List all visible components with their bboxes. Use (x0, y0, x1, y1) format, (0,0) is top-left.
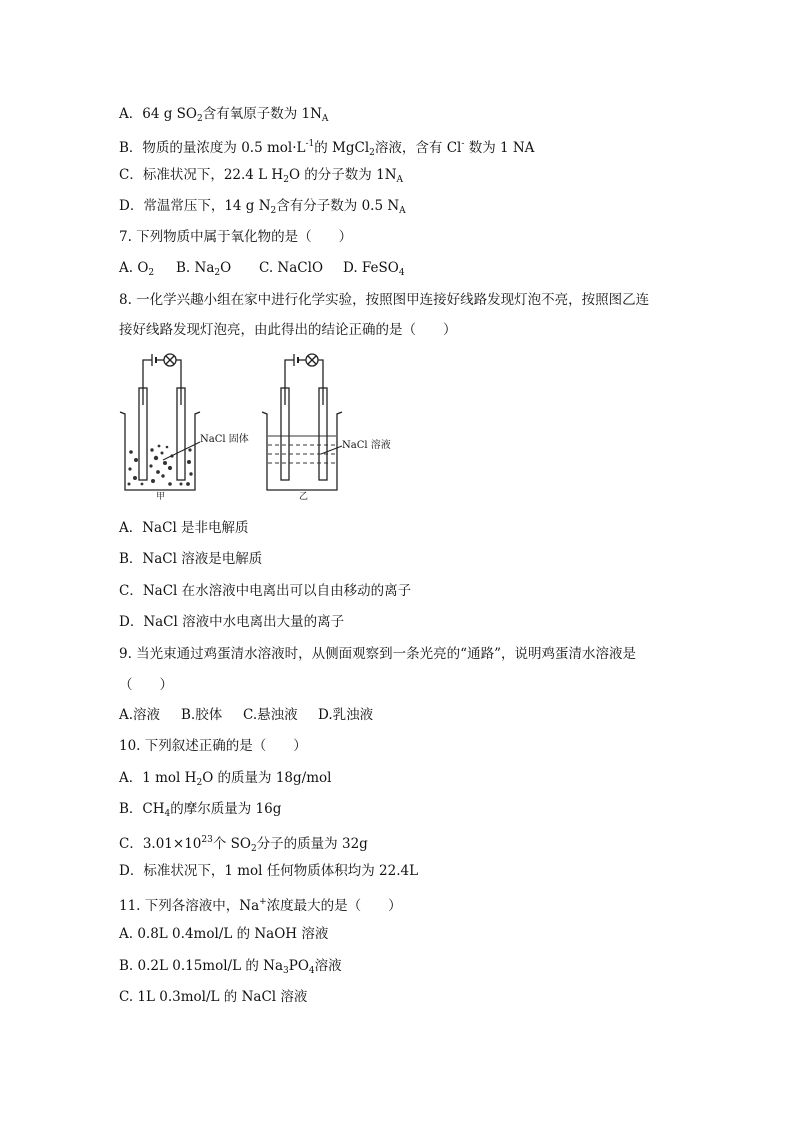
q6-option-c: C．标准状况下，22.4 L $H_2O$ 的分子数为 $1N_A$ (119, 167, 404, 185)
q7-options (119, 259, 405, 282)
q9-stem-line1: 9. 当光束通过鸡蛋清水溶液时，从侧面观察到一条光亮的“通路”，说明鸡蛋清水溶液是 (119, 646, 636, 662)
q10-option-b: B．$CH_4$的摩尔质量为 16g (119, 801, 282, 819)
q7-option-b: B. $Na_2O$ (176, 260, 232, 278)
q9-option-d: D.乳浊液 (318, 707, 374, 723)
q8-option-d: D．NaCl 溶液中水电离出大量的离子 (119, 614, 345, 630)
q10-option-d: D．标准状况下，1 mol 任何物质体积均为 22.4L (119, 863, 419, 879)
q10-stem: 10. 下列叙述正确的是（ ） (119, 738, 307, 754)
label-leader-right (321, 446, 342, 454)
nacl-solution-liquid (268, 436, 336, 463)
q10-option-c: C．$3.01\times 10^{23}$个 $SO_2$分子的质量为 32g (119, 835, 368, 854)
q6-option-a: A．64 g $SO_2$含有氧原子数为 $1N_A$ (119, 106, 329, 124)
q11-option-b: B. 0.2L 0.15mol/L 的 $Na_3PO_4$溶液 (119, 958, 342, 976)
q8-stem-line1: 8. 一化学兴趣小组在家中进行化学实验，按照图甲连接好线路发现灯泡不亮，按照图乙连 (119, 292, 650, 308)
q7-stem: 7. 下列物质中属于氧化物的是（ ） (119, 229, 353, 245)
q11-option-a: A. 0.8L 0.4mol/L 的 NaOH 溶液 (119, 926, 329, 942)
q8-option-b: B．NaCl 溶液是电解质 (119, 551, 263, 567)
electrolyte-experiment-diagram (118, 350, 418, 500)
q7-option-a: A. $O_2$ (119, 260, 155, 278)
q8-option-a: A．NaCl 是非电解质 (119, 520, 249, 536)
q9-option-c: C.悬浊液 (243, 707, 298, 723)
q8-figures (118, 350, 418, 504)
q9-options (119, 706, 373, 724)
q11-option-c: C. 1L 0.3mol/L 的 NaCl 溶液 (119, 989, 308, 1005)
figure-jia-apparatus (120, 354, 200, 490)
caption-jia: 甲 (156, 492, 166, 500)
q9-stem-line2: （ ） (119, 677, 173, 693)
label-nacl-solid: NaCl 固体 (200, 434, 249, 445)
figure-yi-apparatus (262, 354, 342, 490)
q11-stem: 11. 下列各溶液中，Na+浓度最大的是（ ） (119, 897, 402, 914)
q7-option-c: C. NaClO (259, 260, 324, 276)
label-nacl-solution: NaCl 溶液 (342, 440, 391, 451)
q6-option-b: B．物质的量浓度为 0.5 $mol\cdot L^{-1}$的 MgCl$_2$溶液，含有 Cl- 数为 1 NA (119, 139, 535, 158)
q8-option-c: C．NaCl 在水溶液中电离出可以自由移动的离子 (119, 583, 412, 599)
q9-option-a: A.溶液 (119, 707, 161, 723)
q7-option-d: D. FeSO$_4$ (343, 260, 405, 278)
q10-option-a: A．1 mol $H_2O$ 的质量为 18g/mol (119, 770, 332, 788)
caption-yi: 乙 (299, 492, 309, 500)
q6-option-d: D．常温常压下，14 g $N_2$含有分子数为 0.5 $N_A$ (119, 198, 406, 216)
q9-option-b: B.胶体 (181, 707, 223, 723)
q8-stem-line2: 接好线路发现灯泡亮，由此得出的结论正确的是（ ） (119, 322, 457, 338)
